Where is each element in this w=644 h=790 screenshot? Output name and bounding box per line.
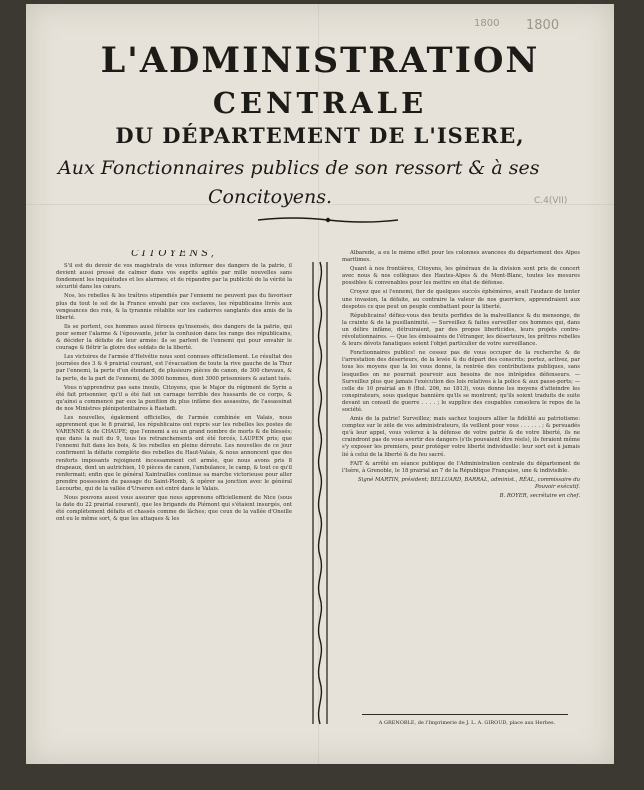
- greeting: CITOYENS,: [131, 250, 217, 259]
- pencil-mark: C.4(VII): [534, 196, 568, 206]
- right-column: [342, 250, 580, 698]
- pencil-mark: 1800: [474, 18, 500, 29]
- paragraph: Nos, les rebelles & les traîtres stipendiés par l'ennemi ne peuvent pas du favoriser plus du tout le sol de la France envahi par ces esclaves, les républicains livrés aux vengeances des rois, & la tyrannie rétablie sur les cadavres sanglants des amis de la liberté.: [56, 293, 292, 321]
- secretary-signature: B. ROYER, secrétaire en chef.: [499, 493, 580, 499]
- title-line-1: L'ADMINISTRATION: [100, 40, 540, 81]
- paragraph: Fonctionnaires publics! ne cessez pas de vous occuper de la recherche & de l'arrestation des déserteurs, de la levée & du départ des conscrits; portez, activez, par tous les moyens que la loi vous donne, la rentrée des contributions publiques, sans lesquelles on ne pourrait pourvoir aux besoins de nos intrépides défenseurs. — Surveillez plus que jamais l'exécution des lois relatives à la police & aux passe-ports; — celle de 10 prairial an 6 (Bul. 206, no 1813), vous donne les moyens d'atteindre les conspirateurs, sous quelque bannière qu'ils se montrent; qu'ils soient traduits de suite devant un conseil de guerre . . . . ; le supplice des coupables consolera le repos de la société.: [342, 350, 580, 413]
- signatures: Signé MARTIN, président; BELLUARD, BARRAL, administ., RÉAL, commissaire du Pouvoir exécutif.: [358, 476, 580, 490]
- paragraph: Les nouvelles, également officielles, de l'armée combinée en Valais, nous apprennent que le 8 prairial, les républicains ont repris sur les rebelles les postes de VARENNE & de CHAUPE; que l'ennemi a eu un grand nombre de morts & de blessés; que dans la nuit du 9, tous les retranchements ont été forcés, LAUPEN pris; que l'ennemi fuit dans les bois, & les rebelles en pleine déroute. Les nouvelles de ce jour confirment la défaite complète des rebelles du Haut-Valais, & nous annoncent que des renforts imposants rejoignent incessamment cet armée, que nous avons pris 8 drapeaux, dont un autrichien, 10 pièces de canon, l'ambulance, le camp, & tout ce qu'il renfermait; enfin que le général Xaintrailles continue sa marche victorieuse pour aller prendre possession du passage du Saint-Plomb, & opérer sa jonction avec le général Lecourbe, qui de la vallée d'Urseren est entré dans le Valais.: [56, 414, 292, 492]
- title-line-3: DU DÉPARTEMENT DE L'ISERE,: [115, 123, 525, 148]
- ornamental-rule: [258, 216, 398, 224]
- left-column: [56, 250, 292, 718]
- title-address-line-2: Concitoyens.: [208, 186, 333, 208]
- title-line-2: CENTRALE: [212, 86, 428, 120]
- paragraph: Croyez que si l'ennemi, fier de quelques succès éphémères, avait l'audace de tenter une invasion, la défaite, au contraire la valeur de nos guerriers, apprendraient aux despotes ce que peut un peuple combattant pour la liberté.: [342, 289, 580, 310]
- broadside-sheet: [26, 4, 614, 764]
- paragraph: Les victoires de l'armée d'Helvétie nous sont connues officiellement. Le résultat des journées des 3 & 4 prairial courant, est l'évacuation de toute la rive gauche de la Thur par l'ennemi, la perte d'un étendard, de plusieurs pièces de canon, de 300 chevaux, & la perte, de la part de l'ennemi, de 3000 hommes, dont 3000 prisonniers & autant tués.: [56, 354, 292, 382]
- paragraph: S'il est du devoir de vos magistrats de vous informer des dangers de la patrie, il devient aussi pressé de calmer dans vos esprits agités par mille nouvelles sans fondement les inquiétudes et les alarmes; et de répandre par la publicité de la vérité la sécurité dans les cœurs.: [56, 263, 292, 291]
- paragraph: Nous pouvons aussi vous assurer que nous apprenons officiellement de Nice (sous la date du 22 prairial courant), que les brigands du Piémont qui s'étaient insurgés, ont été complètement défaits et chassés comme de lâches; que ceux de la vallée d'Oneille ont eu le même sort, & que les attaques & les: [56, 495, 292, 523]
- imprint-rule: [362, 714, 568, 715]
- paragraph: Ils se portent, ces hommes aussi féroces qu'insensés, des dangers de la patrie, qui pour semer l'alarme & l'épouvante, jeter la confusion dans les rangs des républicains, & décider la défaite de leur armée: ils se parlent de l'ennemi qui pour envahir le courage & flétrir la gloire des soldats de la liberté.: [56, 323, 292, 352]
- paragraph: Amis de la patrie! Surveillez; mais sachez toujours allier la fidélité au patriotisme: comptez sur le zèle de vos administrateurs, ils veillent pour vous . . . . . . ; & persuadés qu'à leur appel, vous volerez à la défense de votre patrie & de votre liberté, ils ne craindront pas de vous avertir des dangers (s'ils pouvaient être réels), ils feraient même s'y exposer les premiers, pour protéger votre liberté individuelle: leur sort est à jamais lié à celui de la liberté & du feu sacré.: [342, 416, 580, 458]
- paragraph: Vous n'apprendrez pas sans inouïs, Citoyens, que le Major du régiment de Syrin a été fait prisonnier, qu'il a été fait un carnage terrible des hussards de ce corps, & qu'ainsi a commencé par eux la punition du plus infâme des assassins, de l'assassinat de nos Ministres plénipotentiaires à Rastadt.: [56, 384, 292, 412]
- paragraph: Républicains! défiez-vous des bruits perfides de la malveillance & du mensonge, de la crainte & de la pusillanimité. — Surveillez & faites surveiller ces hommes qui, dans un délire infâme, détruiraient, par des propos liberticides, leurs projets contre-révolutionnaires. — Que les émissaires de l'étranger, les déserteurs, les prêtres rebelles & leurs dévots fanatiques soient l'objet particulier de votre surveillance.: [342, 312, 580, 348]
- column-divider-ornament: [307, 258, 333, 728]
- pencil-mark: 1800: [526, 18, 560, 33]
- title-address: [58, 154, 598, 212]
- paragraph: Albarede, a eu le même effet pour les colonnes avancées du département des Alpes maritimes.: [342, 250, 580, 264]
- paragraph: FAIT & arrêté en séance publique de l'Administration centrale du département de l'Isère, à Grenoble, le 18 prairial an 7 de la République Française, une & indivisible.: [342, 460, 580, 474]
- title-address-line-1: Aux Fonctionnaires publics de son ressort & à ses: [58, 157, 540, 179]
- printer-imprint: A GRENOBLE, de l'Imprimerie de J. L. A. GIROUD, place aux Herbes.: [378, 720, 556, 726]
- paragraph: Quant à nos frontières, Citoyens, les généraux de la division sont pris de concert avec nous & nos collègues des Hautes-Alpes & du Mont-Blanc, toutes les mesures possibles & convenables pour les mettre en état de défense.: [342, 266, 580, 287]
